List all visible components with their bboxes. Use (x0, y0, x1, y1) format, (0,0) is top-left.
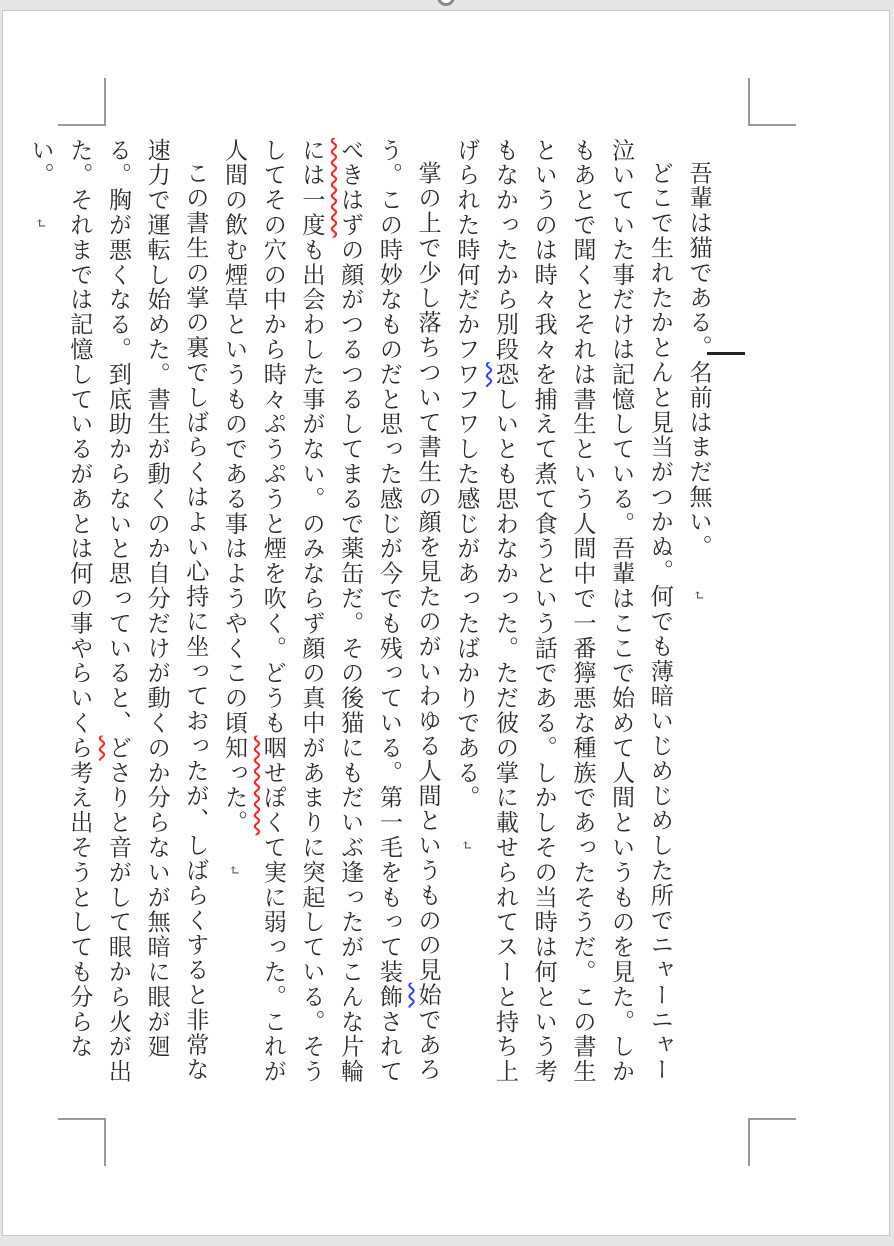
text-run: しいとも思わなかった。ただ彼の掌に載せられてスーと持ち上げられた時何だかフワフワした感じがあったばかりである。 (452, 138, 518, 1085)
text-run: 吾輩は猫である。名前はまだ無い。 (685, 161, 711, 560)
text-run: 掌の上で少し落ちついて書生の顔を見たのがいわゆる人間というものの見 (414, 161, 441, 983)
text-run: て実に弱った。これが人間の飲む煙草というものである事はようやくこの頃知った。 (220, 138, 286, 1085)
paragraph-3[interactable] (214, 138, 446, 1098)
paragraph-mark-icon: ↵ (32, 216, 49, 231)
text-run: この書生の掌の裏でしばらくはよい心持に坐っておったが、しばらくすると非常な速力で運転し始めた。書生が動くのか自分だけが動くのか分らないが無暗に眼が廻る。胸が悪くなる。到底助からないと思っていると、 (104, 138, 208, 1083)
text-run: どこで生れたかとんと見当がつかぬ。何でも薄暗いじめじめした所でニャーニャー泣いていた事だけは記憶している。吾輩はここで始めて人間というものを見た。しかもあとで聞くとそれは書生という人間中で一番獰悪な種族であったそうだ。この書生というのは時々我々を捕えて煮て食うという話である。しかしその当時は何という考もなかったから別段 (491, 138, 673, 1085)
margin-corner-bottom-left (58, 1118, 106, 1166)
paragraph-mark-icon: ↵ (457, 839, 474, 853)
spelling-error-underline: 咽せぽく (259, 735, 286, 836)
text-run: さりと音がして眼から火が出た。それまでは記憶しているがあとは何の事やらいくら考え出そうとしても分らない。 (27, 138, 131, 1085)
document-body-vertical-text[interactable] (27, 138, 717, 1098)
paragraph-1[interactable] (678, 138, 717, 1098)
paragraph-2[interactable] (446, 138, 678, 1098)
margin-corner-top-left (58, 78, 106, 126)
text-run: の顔がつるつるしてまるで薬缶だ。その後猫にもだいぶ逢ったがこんな片輪には一度も出会わした事がない。のみならず顔の真中があまりに突起している。そうしてその穴の中から時々ぷうぷうと煙を吹く。どうも (259, 138, 363, 1085)
paragraph-mark-icon: ↵ (225, 864, 242, 878)
text-run: であろう。この時妙なものだと思った感じが今でも残っている。第一毛をもって装飾されて (375, 138, 441, 1085)
paragraph-4[interactable] (20, 138, 214, 1098)
margin-corner-top-right (748, 78, 796, 126)
grammar-warning-underline: 始 (414, 982, 441, 1008)
paragraph-mark-icon: ↵ (690, 588, 706, 603)
spelling-error-underline: ど (104, 735, 131, 761)
grammar-warning-underline: 恐 (491, 362, 518, 388)
spelling-error-underline: べきはず (336, 138, 363, 238)
margin-corner-bottom-right (748, 1118, 796, 1166)
page-drag-handle[interactable] (437, 0, 455, 6)
